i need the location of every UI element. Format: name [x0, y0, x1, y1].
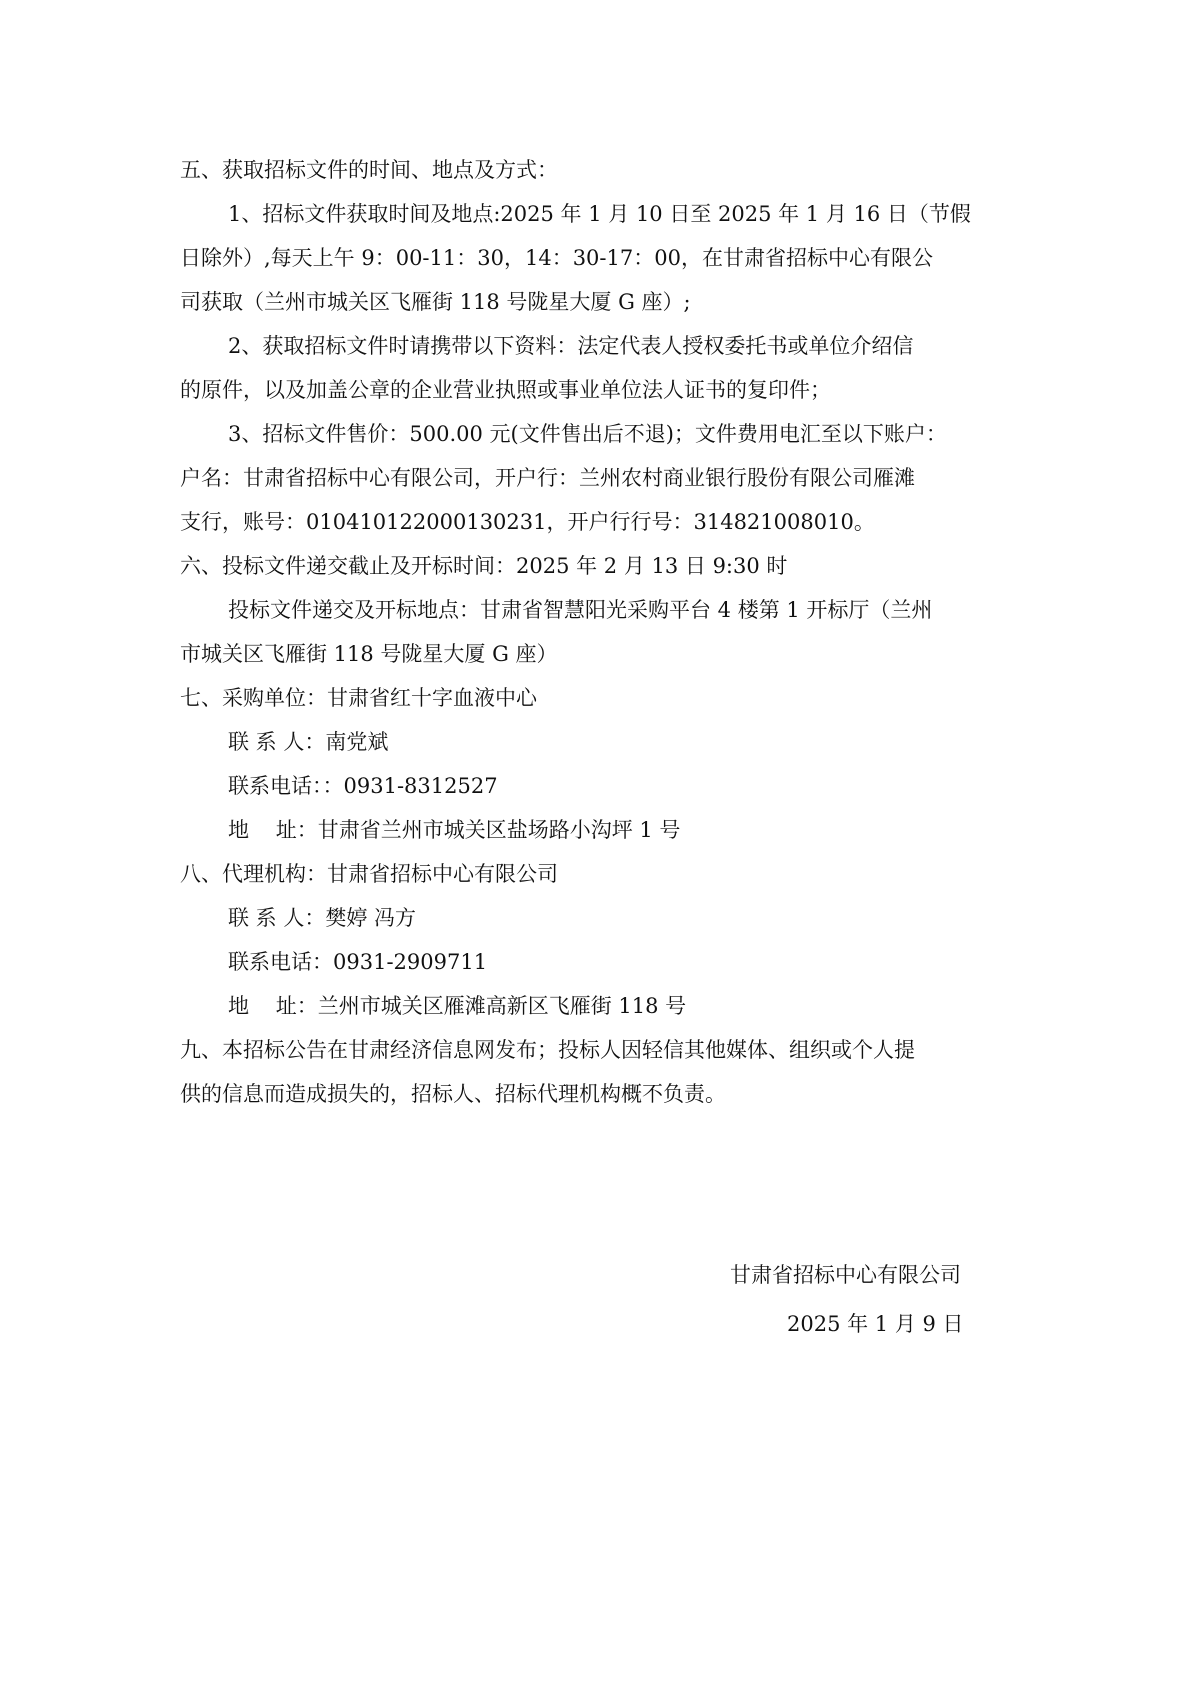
section-6-heading: 六、投标文件递交截止及开标时间：2025 年 2 月 13 日 9:30 时	[180, 554, 788, 578]
section-8-contact: 联 系 人：樊婷 冯方	[228, 906, 417, 930]
section-5-item-2-line-2: 的原件，以及加盖公章的企业营业执照或事业单位法人证书的复印件；	[180, 378, 831, 402]
section-5-heading: 五、获取招标文件的时间、地点及方式：	[180, 158, 558, 182]
section-8-heading: 八、代理机构：甘肃省招标中心有限公司	[180, 862, 558, 886]
section-5-item-1-line-2: 日除外）,每天上午 9：00-11：30，14：30-17：00，在甘肃省招标中心有限公	[180, 246, 933, 270]
document-body	[180, 148, 1016, 1116]
section-9-line-2: 供的信息而造成损失的，招标人、招标代理机构概不负责。	[180, 1082, 726, 1106]
section-7-address: 地 址：甘肃省兰州市城关区盐场路小沟坪 1 号	[228, 818, 681, 842]
signature-date: 2025 年 1 月 9 日	[787, 1312, 964, 1336]
section-5-item-3-line-2: 户名：甘肃省招标中心有限公司，开户行：兰州农村商业银行股份有限公司雁滩	[180, 466, 915, 490]
section-6-place-line-1: 投标文件递交及开标地点：甘肃省智慧阳光采购平台 4 楼第 1 开标厅（兰州	[228, 598, 933, 622]
section-6-place-line-2: 市城关区飞雁街 118 号陇星大厦 G 座）	[180, 642, 558, 666]
section-8-phone: 联系电话：0931-2909711	[228, 950, 488, 974]
signature-organization: 甘肃省招标中心有限公司	[730, 1263, 961, 1287]
section-5-item-3-line-1: 3、招标文件售价：500.00 元(文件售出后不退)；文件费用电汇至以下账户：	[228, 422, 947, 446]
section-7-phone: 联系电话：：0931-8312527	[228, 774, 498, 798]
section-7-contact: 联 系 人：南党斌	[228, 730, 389, 754]
section-7-heading: 七、采购单位：甘肃省红十字血液中心	[180, 686, 537, 710]
section-5-item-3-line-3: 支行，账号：010410122000130231，开户行行号：314821008010。	[180, 510, 875, 534]
section-5-item-2-line-1: 2、获取招标文件时请携带以下资料：法定代表人授权委托书或单位介绍信	[228, 334, 914, 358]
section-5-item-1-line-1: 1、招标文件获取时间及地点:2025 年 1 月 10 日至 2025 年 1 月 16 日（节假	[228, 202, 971, 226]
section-8-address: 地 址：兰州市城关区雁滩高新区飞雁街 118 号	[228, 994, 687, 1018]
section-5-item-1-line-3: 司获取（兰州市城关区飞雁街 118 号陇星大厦 G 座）;	[180, 290, 691, 314]
section-9-line-1: 九、本招标公告在甘肃经济信息网发布；投标人因轻信其他媒体、组织或个人提	[180, 1038, 915, 1062]
